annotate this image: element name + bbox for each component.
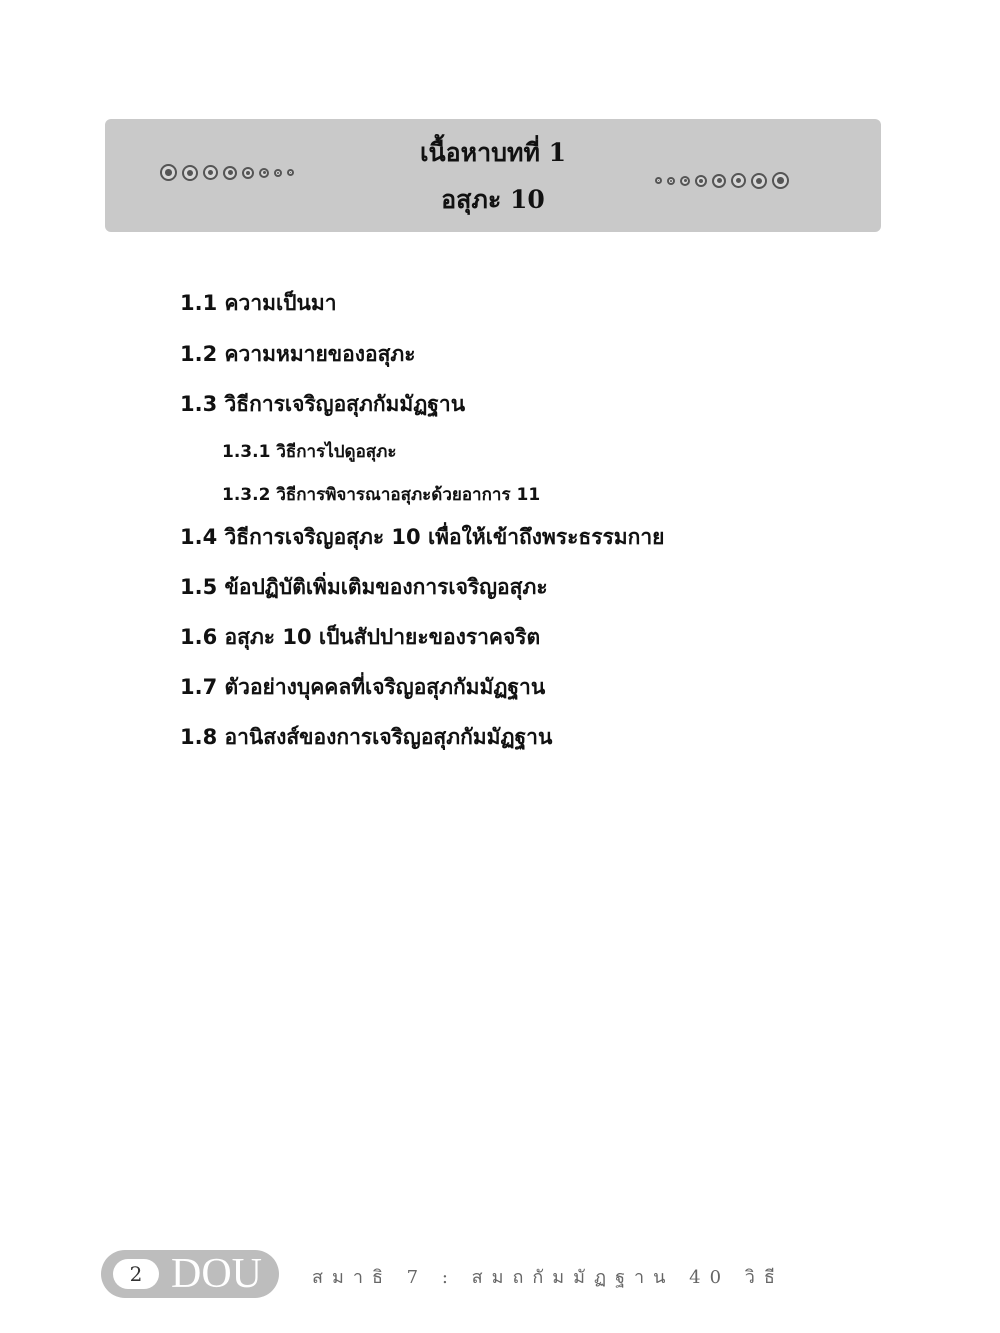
ornament-dot-icon [712,174,726,188]
book-title: สมาธิ 7 : สมถกัมมัฏฐาน 40 วิธี [312,1267,784,1288]
toc-item-1-4: 1.4 วิธีการเจริญอสุภะ 10 เพื่อให้เข้าถึงพระธรรมกาย [180,525,665,549]
toc-item-1-7: 1.7 ตัวอย่างบุคคลที่เจริญอสุภกัมมัฏฐาน [180,675,546,699]
chapter-subtitle: อสุภะ 10 [441,185,545,214]
toc-item-1-1: 1.1 ความเป็นมา [180,291,337,315]
ornament-dot-icon [731,173,746,188]
footer-badge [101,1250,279,1298]
dou-logo: DOU [171,1251,262,1297]
toc-item-1-8: 1.8 อานิสงส์ของการเจริญอสุภกัมมัฏฐาน [180,725,553,749]
chapter-header [105,119,881,232]
page-number: 2 [113,1259,159,1289]
ornament-dot-icon [751,173,767,189]
ornament-dot-icon [772,172,789,189]
toc-item-1-3: 1.3 วิธีการเจริญอสุภกัมมัฏฐาน [180,392,466,416]
toc-item-1-2: 1.2 ความหมายของอสุภะ [180,342,416,366]
ornament-dot-icon [680,176,690,186]
toc-item-1-6: 1.6 อสุภะ 10 เป็นสัปปายะของราคจริต [180,625,541,649]
toc-item-1-3-2: 1.3.2 วิธีการพิจารณาอสุภะด้วยอาการ 11 [222,485,541,505]
chapter-title: เนื้อหาบทที่ 1 [419,138,567,167]
toc-item-1-5: 1.5 ข้อปฏิบัติเพิ่มเติมของการเจริญอสุภะ [180,575,548,599]
ornament-dot-icon [655,177,662,184]
ornament-dot-icon [287,169,294,176]
toc-item-1-3-1: 1.3.1 วิธีการไปดูอสุภะ [222,442,397,462]
ornament-dots-right-icon [655,172,789,189]
ornament-dot-icon [695,175,707,187]
ornament-dot-icon [667,177,675,185]
